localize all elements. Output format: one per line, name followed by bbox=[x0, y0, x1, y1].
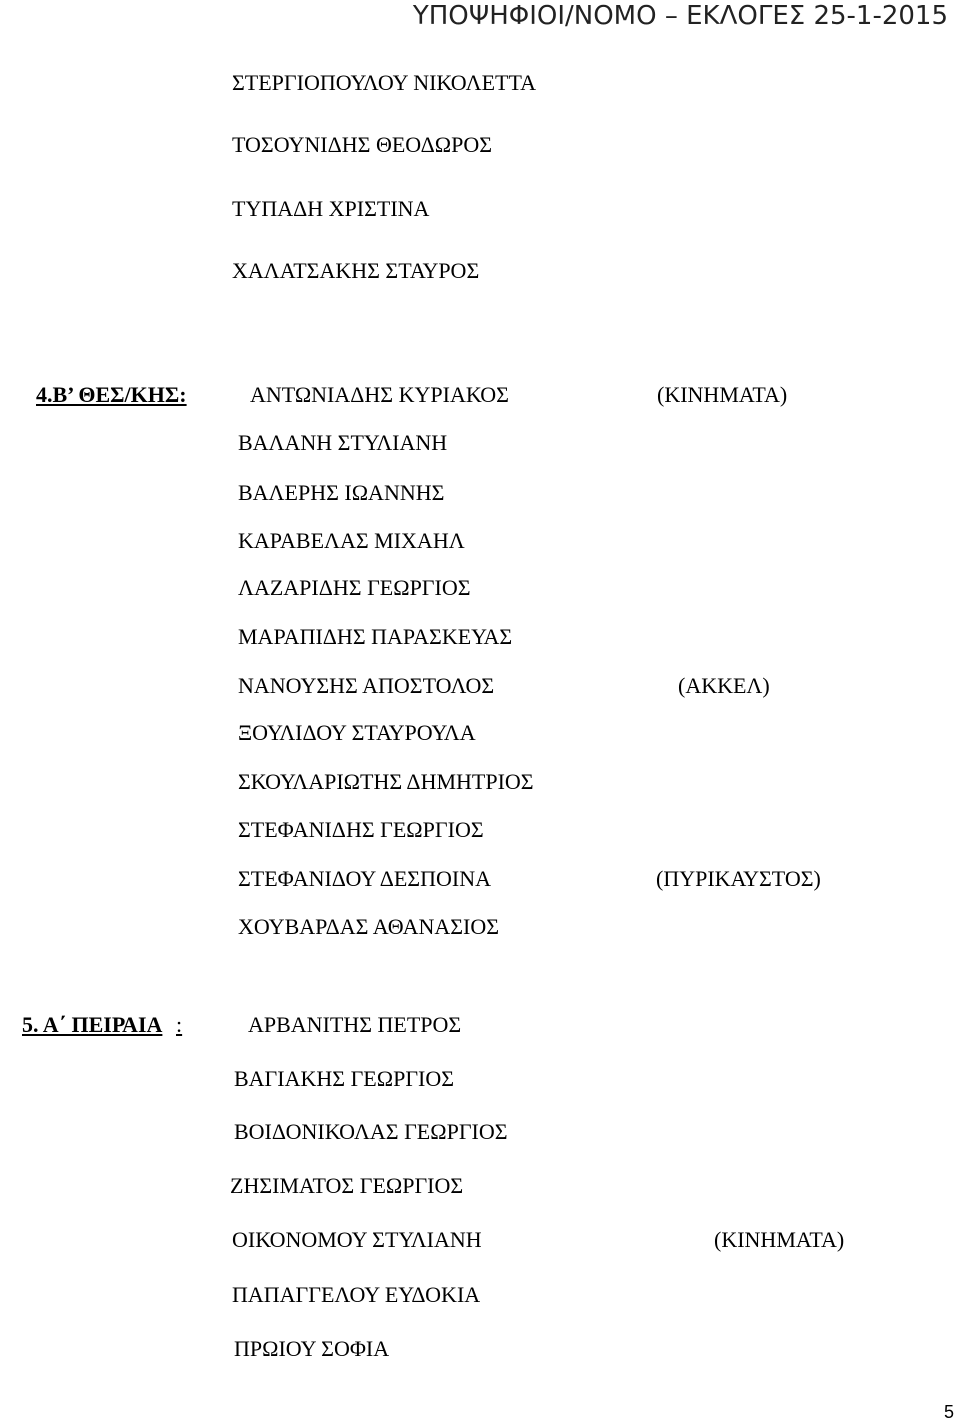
page-number: 5 bbox=[943, 1402, 954, 1422]
candidate-name: ΧΑΛΑΤΣΑΚΗΣ ΣΤΑΥΡΟΣ bbox=[232, 258, 480, 283]
candidate-name: ΠΡΩΙΟΥ ΣΟΦΙΑ bbox=[234, 1336, 390, 1361]
candidate-name: ΞΟΥΛΙΔΟΥ ΣΤΑΥΡΟΥΛΑ bbox=[238, 720, 476, 745]
candidate-name: ΣΤΕΡΓΙΟΠΟΥΛΟΥ ΝΙΚΟΛΕΤΤΑ bbox=[232, 70, 537, 95]
candidate-name: ΒΑΛΕΡΗΣ ΙΩΑΝΝΗΣ bbox=[238, 480, 445, 505]
candidate-name: ΧΟΥΒΑΡΔΑΣ ΑΘΑΝΑΣΙΟΣ bbox=[238, 914, 500, 939]
candidate-name: ΣΤΕΦΑΝΙΔΟΥ ΔΕΣΠΟΙΝΑ bbox=[238, 866, 491, 891]
candidate-name: ΤΥΠΑΔΗ ΧΡΙΣΤΙΝΑ bbox=[232, 196, 430, 221]
candidate-name: ΤΟΣΟΥΝΙΔΗΣ ΘΕΟΔΩΡΟΣ bbox=[232, 132, 493, 157]
candidate-name: ΑΡΒΑΝΙΤΗΣ ΠΕΤΡΟΣ bbox=[248, 1012, 462, 1037]
candidate-name: ΣΤΕΦΑΝΙΔΗΣ ΓΕΩΡΓΙΟΣ bbox=[238, 817, 484, 842]
candidate-name: ΒΑΓΙΑΚΗΣ ΓΕΩΡΓΙΟΣ bbox=[234, 1066, 455, 1091]
candidate-name: ΒΑΛΑΝΗ ΣΤΥΛΙΑΝΗ bbox=[238, 430, 448, 455]
candidate-name: ΛΑΖΑΡΙΔΗΣ ΓΕΩΡΓΙΟΣ bbox=[238, 575, 471, 600]
party-label: (ΠΥΡΙΚΑΥΣΤΟΣ) bbox=[656, 866, 821, 891]
candidate-name: ΒΟΙΔΟΝΙΚΟΛΑΣ ΓΕΩΡΓΙΟΣ bbox=[234, 1119, 508, 1144]
candidate-name: ΠΑΠΑΓΓΕΛΟΥ ΕΥΔΟΚΙΑ bbox=[232, 1282, 481, 1307]
candidate-name: ΖΗΣΙΜΑΤΟΣ ΓΕΩΡΓΙΟΣ bbox=[230, 1173, 464, 1198]
candidate-name: ΚΑΡΑΒΕΛΑΣ ΜΙΧΑΗΛ bbox=[238, 528, 465, 553]
section-5-label: 5. Α΄ ΠΕΙΡΑΙΑ bbox=[22, 1012, 163, 1037]
page-header-title: ΥΠΟΨΗΦΙΟΙ/ΝΟΜΟ – ΕΚΛΟΓΕΣ 25-1-2015 bbox=[412, 1, 948, 31]
party-label: (ΚΙΝΗΜΑΤΑ) bbox=[657, 382, 788, 407]
candidate-name: ΜΑΡΑΠΙΔΗΣ ΠΑΡΑΣΚΕΥΑΣ bbox=[238, 624, 513, 649]
candidate-name: ΣΚΟΥΛΑΡΙΩΤΗΣ ΔΗΜΗΤΡΙΟΣ bbox=[238, 769, 534, 794]
candidate-name: ΑΝΤΩΝΙΑΔΗΣ ΚΥΡΙΑΚΟΣ bbox=[250, 382, 509, 407]
party-label: (ΚΙΝΗΜΑΤΑ) bbox=[714, 1227, 845, 1252]
section-4-label: 4.Β’ ΘΕΣ/ΚΗΣ: bbox=[36, 382, 187, 407]
candidate-name: ΝΑΝΟΥΣΗΣ ΑΠΟΣΤΟΛΟΣ bbox=[238, 673, 495, 698]
candidate-name: ΟΙΚΟΝΟΜΟΥ ΣΤΥΛΙΑΝΗ bbox=[232, 1227, 482, 1252]
section-5-colon: : bbox=[176, 1012, 183, 1037]
party-label: (ΑΚΚΕΛ) bbox=[678, 673, 770, 698]
